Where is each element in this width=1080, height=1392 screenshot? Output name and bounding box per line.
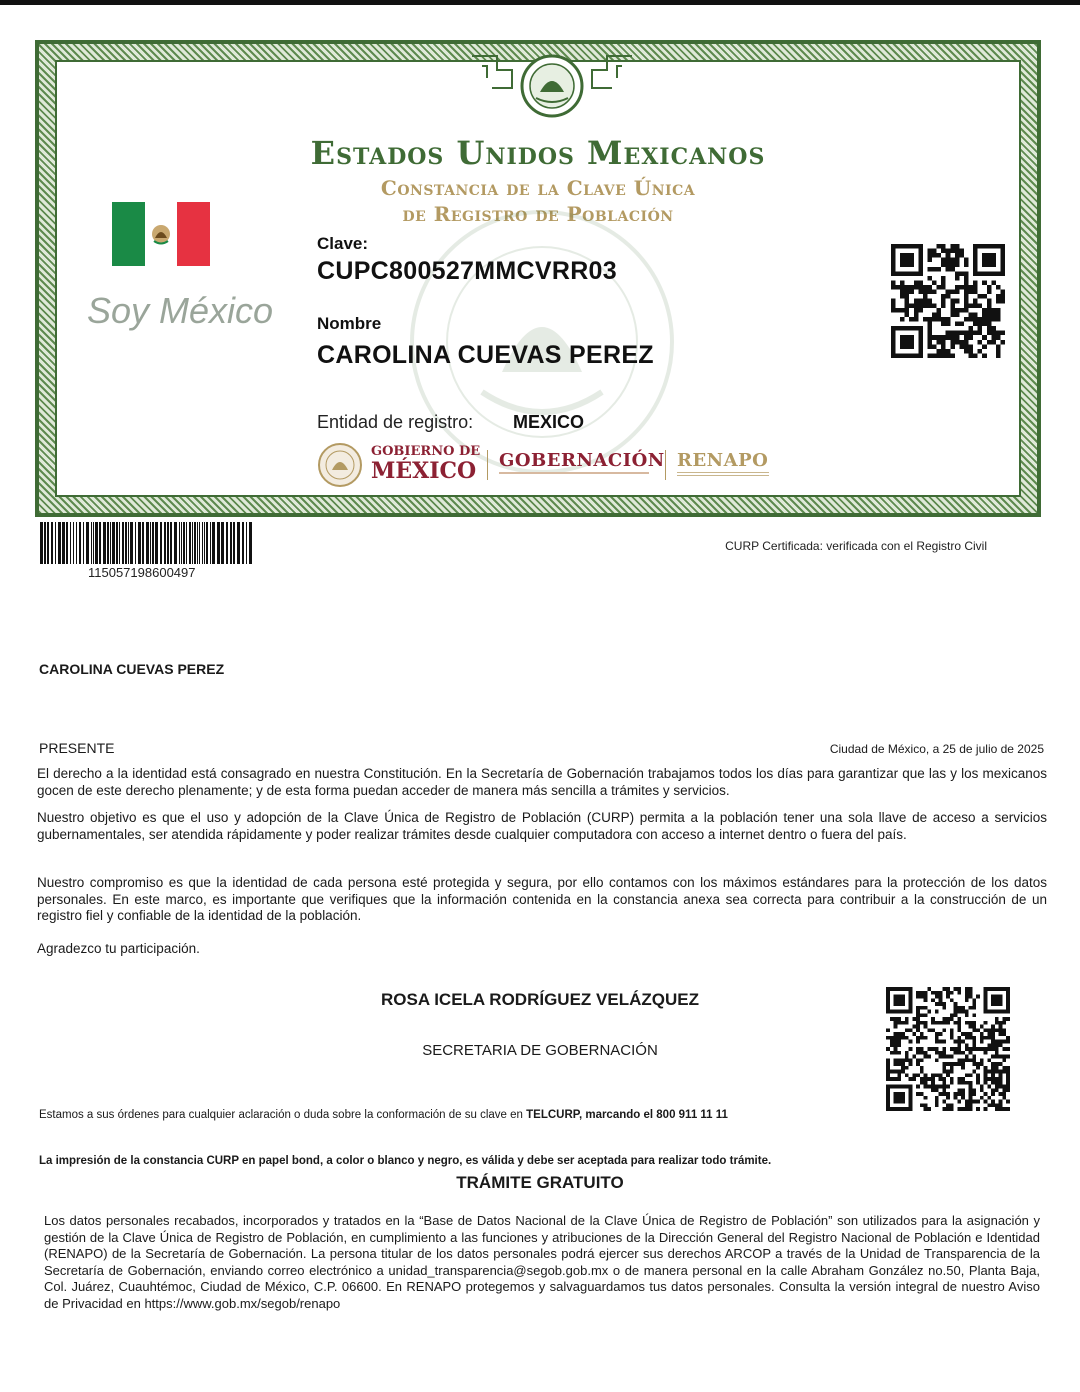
tramite-gratuito: TRÁMITE GRATUITO <box>456 1173 624 1192</box>
letter-paragraph-3: Nuestro compromiso es que la identidad de cada persona esté protegida y segura, por ello contamos con los máximos estándares para la protección de los datos personales. En este marco, es importante que verifiques que la información contenida en la constancia anexa sea correcta para contribuir a la construcción de un registro fiel y confiable de la identidad de la población. <box>37 875 1047 923</box>
soy-mexico-label: Soy México <box>87 290 274 331</box>
certified-note: CURP Certificada: verificada con el Registro Civil <box>725 539 987 553</box>
presente-label: PRESENTE <box>39 740 115 756</box>
qr-code-letter <box>886 987 1010 1111</box>
gobernacion-subline <box>499 472 649 474</box>
nombre-label: Nombre <box>317 314 382 333</box>
entidad-value: MEXICO <box>513 412 585 432</box>
document-title: Estados Unidos Mexicanos <box>310 134 766 172</box>
validity-note: La impresión de la constancia CURP en papel bond, a color o blanco y negro, es válida y debe ser aceptada para realizar todo trámite. <box>39 1155 772 1167</box>
government-logos <box>317 442 787 492</box>
logo-divider <box>665 450 666 480</box>
gobernacion-logo-text: GOBERNACIÓN <box>499 450 665 471</box>
barcode <box>40 522 252 564</box>
barcode-number: 115057198600497 <box>88 565 196 580</box>
logo-divider <box>487 450 488 480</box>
signer-name: ROSA ICELA RODRÍGUEZ VELÁZQUEZ <box>381 990 699 1009</box>
national-seal-icon <box>452 48 652 118</box>
mexico-text: MÉXICO <box>371 458 477 484</box>
clave-label: Clave: <box>317 234 369 253</box>
telcurp-phone: TELCURP, marcando el 800 911 11 11 <box>526 1109 728 1121</box>
document-subtitle-line-1: Constancia de la Clave Única <box>380 176 696 200</box>
curp-certificate <box>35 40 1041 517</box>
contact-text: Estamos a sus órdenes para cualquier aclaración o duda sobre la conformación de su clave en <box>39 1109 527 1121</box>
renapo-subline <box>677 472 769 478</box>
letter-recipient: CAROLINA CUEVAS PEREZ <box>39 661 225 677</box>
curp-value: CUPC800527MMCVRR03 <box>317 257 617 285</box>
mexico-flag-icon <box>112 202 210 266</box>
place-date: Ciudad de México, a 25 de julio de 2025 <box>829 742 1044 756</box>
contact-note <box>39 1107 728 1124</box>
top-edge-bar <box>0 0 1080 5</box>
nombre-value: CAROLINA CUEVAS PEREZ <box>317 341 654 369</box>
letter-paragraph-2: Nuestro objetivo es que el uso y adopción de la Clave Única de Registro de Población (CURP) permita a la población tener una sola llave de acceso a servicios gubernamentales, ser atendida rápidamente y poder realizar trámites desde cualquier computadora con acceso a internet dentro o fuera del país. <box>37 810 1047 842</box>
certificate-inner <box>55 60 1021 497</box>
privacy-notice: Los datos personales recabados, incorporados y tratados en la “Base de Datos Nacional de la Clave Única de Registro de Población” son utilizados para la asignación y gestión de la Clave Única de Registro de Población, en cumplimiento a las funciones y atribuciones de la Dirección General del Registro Nacional de Población e Identidad (RENAPO) de la Secretaría de Gobernación. La persona titular de los datos personales podrá ejercer sus derechos ARCOP a través de la Unidad de Transparencia de la Secretaría de Gobernación, enviando correo electrónico a unidad_transparencia@segob.gob.mx o de manera personal en la calle Abraham González no.50, Planta Baja, Col. Juárez, Cuauhtémoc, Ciudad de México, C.P. 06600. En RENAPO protegemos y salvaguardamos tus datos personales. Consulta la versión integral de nuestro Aviso de Privacidad en https://www.gob.mx/segob/renapo <box>44 1213 1040 1311</box>
letter-thanks: Agradezco tu participación. <box>37 941 200 956</box>
letter-paragraph-1: El derecho a la identidad está consagrado en nuestra Constitución. En la Secretaría de Gobernación trabajamos todos los días para garantizar que las y los mexicanos gocen de este derecho plenamente; y de esta forma puedan acceder de manera más sencilla a trámites y servicios. <box>37 766 1047 798</box>
gobierno-de-text: GOBIERNO DE <box>371 444 481 459</box>
qr-code-certificate <box>891 244 1005 358</box>
document-subtitle-line-2: de Registro de Población <box>402 202 674 226</box>
entidad-label: Entidad de registro: <box>317 412 474 432</box>
renapo-logo-text: RENAPO <box>677 450 769 471</box>
gobierno-seal-icon <box>317 442 363 488</box>
signer-title: SECRETARIA DE GOBERNACIÓN <box>422 1042 658 1059</box>
